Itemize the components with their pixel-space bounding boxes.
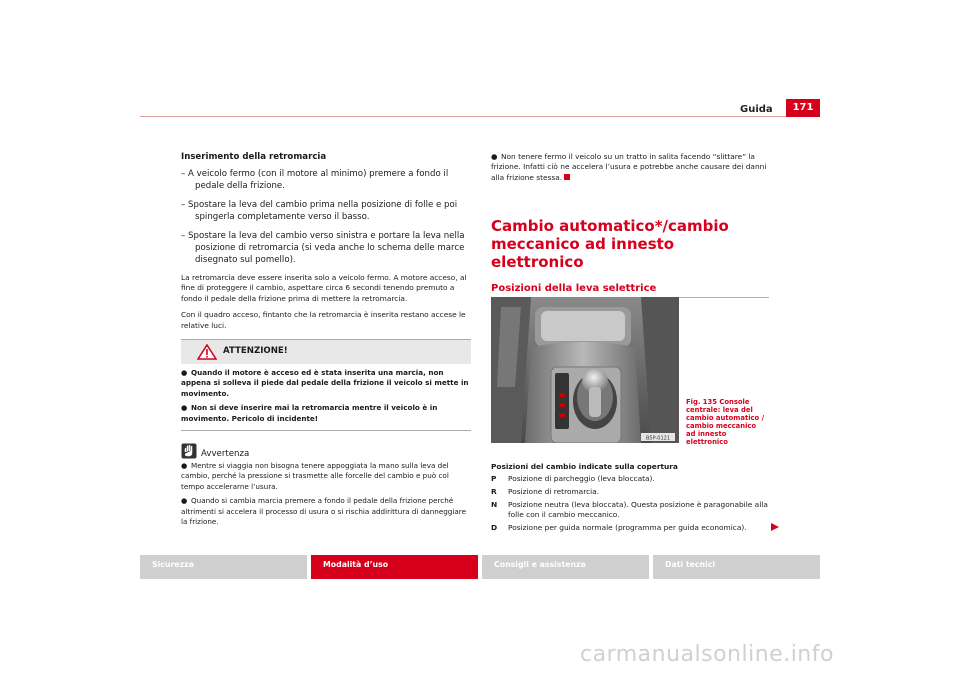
watermark: carmanualsonline.info: [580, 642, 834, 667]
right-column: [491, 152, 771, 298]
body-paragraph: La retromarcia deve essere inserita solo a veicolo fermo. A motore acceso, al fine di proteggere il cambio, aspettare circa 6 secondi tenendo premuto a fondo il pedale della frizione prima di mettere la retromarcia.: [181, 273, 467, 303]
warning-triangle-icon: [197, 344, 217, 360]
note-hand-icon: [181, 443, 197, 459]
step-item: – Spostare la leva del cambio prima nella posizione di folle e poi spingerla completamente verso il basso.: [181, 200, 458, 222]
position-key: R: [491, 487, 497, 496]
figure-caption: Fig. 135 Console centrale: leva del cambio automatico / cambio meccanico ad innesto elettronico: [686, 398, 765, 446]
gear-console-figure: [491, 297, 679, 443]
warning-item: ● Non si deve inserire mai la retromarcia mentre il veicolo è in movimento. Pericolo di incidente!: [181, 403, 438, 423]
page-number: 171: [786, 99, 820, 117]
position-key: P: [491, 474, 497, 483]
figure-code: B5P-0121: [645, 435, 671, 442]
section-title: Guida: [740, 104, 773, 115]
position-text: Posizione neutra (leva bloccata). Questa posizione è paragonabile alla folle con il cambio meccanico.: [508, 500, 768, 520]
section-heading: Posizioni della leva selettrice: [491, 283, 657, 295]
position-key: N: [491, 500, 498, 509]
position-text: Posizione di parcheggio (leva bloccata).: [508, 474, 655, 483]
position-row-n: [491, 500, 771, 521]
positions-heading: Posizioni del cambio indicate sulla copertura: [491, 462, 678, 471]
position-text: Posizione di retromarcia.: [508, 487, 600, 496]
header-rule: [140, 116, 820, 117]
warning-box: [181, 339, 471, 431]
note-item: ● Mentre si viaggia non bisogna tenere appoggiata la mano sulla leva del cambio, perché la pressione si trasmette alle forcelle del cambio e può col tempo accelerarne l’usura.: [181, 461, 449, 491]
position-key: D: [491, 523, 498, 532]
note-header: [181, 443, 471, 461]
warning-header: [181, 340, 471, 364]
chapter-title: Cambio automatico*/cambio meccanico ad innesto elettronico: [491, 217, 729, 272]
tab-sicurezza[interactable]: Sicurezza: [140, 555, 307, 579]
tab-consigli-assistenza[interactable]: Consigli e assistenza: [482, 555, 649, 579]
step-item: – A veicolo fermo (con il motore al minimo) premere a fondo il pedale della frizione.: [181, 169, 449, 191]
tab-dati-tecnici[interactable]: Dati tecnici: [653, 555, 820, 579]
note-item: ● Quando si cambia marcia premere a fondo il pedale della frizione perché altrimenti si accelera il processo di usura o si rischia addirittura di danneggiare la frizione.: [181, 496, 466, 527]
position-row-d: [491, 523, 771, 533]
bullet-icon: ●: [491, 152, 498, 161]
position-row-p: [491, 474, 771, 484]
intro-bullet: ● Non tenere fermo il veicolo su un tratto in salita facendo “slittare” la frizione. Infatti ciò ne accelera l’usura e potrebbe anche causare dei danni alla frizione stessa.: [491, 152, 767, 182]
bullet-icon: ●: [181, 496, 188, 506]
reverse-gear-heading: Inserimento della retromarcia: [181, 152, 327, 162]
position-text: Posizione per guida normale (programma per guida economica).: [508, 523, 747, 532]
body-paragraph: Con il quadro acceso, fintanto che la retromarcia è inserita restano accese le relative luci.: [181, 310, 466, 330]
left-column: [181, 152, 471, 532]
end-marker-icon: [564, 174, 570, 180]
bullet-icon: ●: [181, 461, 188, 471]
step-item: – Spostare la leva del cambio verso sinistra e portare la leva nella posizione di retromarcia (si veda anche lo schema delle marce disegnato sul pomello).: [181, 231, 465, 265]
warning-item: ● Quando il motore è acceso ed è stata inserita una marcia, non appena si solleva il piede dal pedale della frizione il veicolo si mette in movimento.: [181, 368, 469, 398]
warning-title: ATTENZIONE!: [223, 346, 288, 357]
tab-modalita-uso[interactable]: Modalità d’uso: [311, 555, 478, 579]
gear-lever-illustration: [491, 297, 679, 443]
bullet-icon: ●: [181, 403, 188, 413]
position-row-r: [491, 487, 771, 497]
next-page-arrow-icon[interactable]: [770, 522, 780, 532]
bullet-icon: ●: [181, 368, 188, 378]
note-title: Avvertenza: [201, 449, 250, 460]
